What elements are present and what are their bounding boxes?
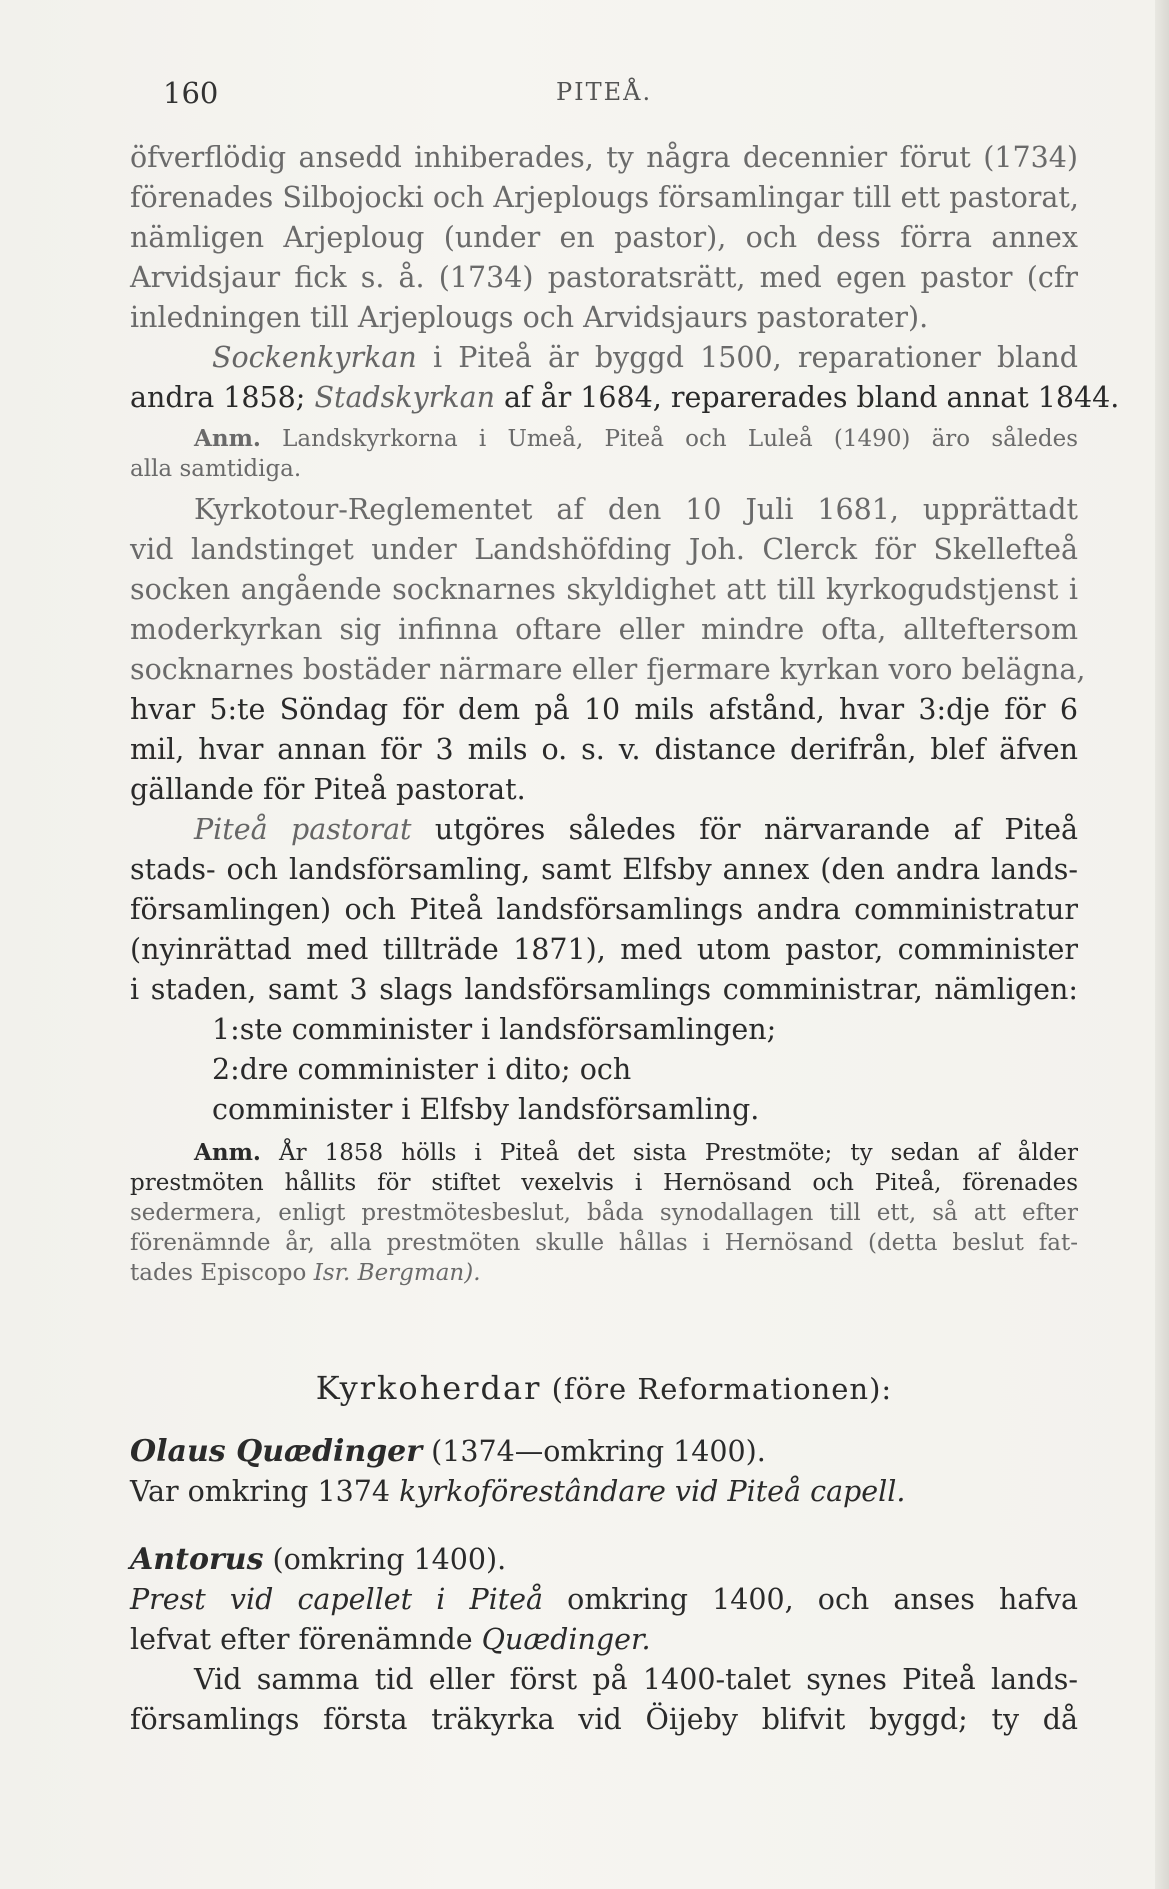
text-span: omkring 1400, och anses hafva xyxy=(543,1583,1078,1616)
note-line: alla samtidiga. xyxy=(130,456,302,482)
text-span: Var omkring 1374 xyxy=(130,1475,400,1508)
text-span: lefvat efter förenämnde xyxy=(130,1623,482,1656)
text-line: vid landstinget under Landshöfding Joh. Clerck för Skellefteå xyxy=(130,533,1078,566)
text-line: mil, hvar annan för 3 mils o. s. v. distance derifrån, blef äfven xyxy=(130,733,1078,766)
emphasis: Sockenkyrkan xyxy=(212,341,417,374)
text-line: inledningen till Arjeplougs och Arvidsjaurs pastorater). xyxy=(130,301,929,334)
entry-dates: (omkring 1400). xyxy=(263,1543,507,1576)
section-heading xyxy=(130,1369,1078,1407)
text-line: Kyrkotour-Reglementet af den 10 Juli 1681, upprättadt xyxy=(194,493,1078,526)
emphasis: Piteå pastorat xyxy=(194,813,412,846)
note-line: förenämnde år, alla prestmöten skulle hållas i Hernösand (detta beslut fat- xyxy=(130,1230,1078,1256)
text-line: Arvidsjaur fick s. å. (1734) pastoratsrätt, med egen pastor (cfr xyxy=(130,261,1078,294)
text-line: stads- och landsförsamling, samt Elfsby annex (den andra lands- xyxy=(130,853,1078,886)
text-span: i Piteå är byggd 1500, reparationer bland xyxy=(416,341,1078,374)
body-text xyxy=(130,138,1120,1288)
note-line xyxy=(130,1138,1078,1168)
text-span: andra 1858; xyxy=(130,381,315,414)
text-line xyxy=(130,1580,1078,1620)
entry-name: Olaus Quædinger xyxy=(130,1434,423,1469)
note-line xyxy=(130,424,1078,454)
text-line: i staden, samt 3 slags landsförsamlings comministrar, nämligen: xyxy=(130,973,1078,1006)
text-line xyxy=(130,378,1120,418)
text-line: Vid samma tid eller först på 1400-talet synes Piteå lands- xyxy=(194,1663,1078,1696)
emphasis: Isr. Bergman). xyxy=(313,1260,481,1286)
text-line: förenades Silbojocki och Arjeplougs församlingar till ett pastorat, xyxy=(130,181,1079,214)
entries xyxy=(130,1418,1078,1740)
text-line: nämligen Arjeploug (under en pastor), och dess förra annex xyxy=(130,221,1078,254)
text-span: År 1858 hölls i Piteå det sista Prestmöte; ty sedan af ålder xyxy=(260,1140,1078,1166)
text-line: socken angående socknarnes skyldighet att till kyrkogudstjenst i xyxy=(130,573,1078,606)
text-line: öfverflödig ansedd inhiberades, ty några decennier förut (1734) xyxy=(130,141,1078,174)
note-line: sedermera, enligt prestmötesbeslut, båda synodallagen till ett, så att efter xyxy=(130,1200,1078,1226)
page-number: 160 xyxy=(163,76,219,110)
emphasis: Prest vid capellet i Piteå xyxy=(130,1583,544,1616)
text-line: gällande för Piteå pastorat. xyxy=(130,773,526,806)
note-label: Anm. xyxy=(194,425,261,452)
emphasis: Quædinger. xyxy=(481,1623,651,1656)
text-span: af år 1684, reparerades bland annat 1844. xyxy=(494,381,1120,414)
text-line: moderkyrkan sig infinna oftare eller mindre ofta, allteftersom xyxy=(130,613,1078,646)
list-item: comminister i Elfsby landsförsamling. xyxy=(212,1093,760,1126)
text-line: (nyinrättad med tillträde 1871), med utom pastor, comminister xyxy=(130,933,1078,966)
text-line xyxy=(130,1620,1078,1660)
text-span: Landskyrkorna i Umeå, Piteå och Luleå (1490) äro således xyxy=(260,426,1078,452)
text-span: tades Episcopo xyxy=(130,1260,314,1286)
heading-main: Kyrkoherdar xyxy=(315,1369,542,1407)
text-line: socknarnes bostäder närmare eller fjermare kyrkan voro belägna, xyxy=(130,653,1086,686)
text-span: utgöres således för närvarande af Piteå xyxy=(411,813,1078,846)
note-line xyxy=(130,1258,1078,1288)
running-title: PITEÅ. xyxy=(556,78,653,106)
emphasis: Stadskyrkan xyxy=(314,381,495,414)
list-item: 1:ste comminister i landsförsamlingen; xyxy=(212,1013,777,1046)
emphasis: kyrkoförestândare vid Piteå capell. xyxy=(399,1475,906,1508)
text-line: församlingen) och Piteå landsförsamlings andra comministratur xyxy=(130,893,1078,926)
note-label: Anm. xyxy=(194,1139,261,1166)
entry-heading xyxy=(130,1540,1078,1580)
page-edge xyxy=(1155,0,1169,1889)
text-line xyxy=(130,338,1078,378)
text-line xyxy=(130,810,1078,850)
page-header xyxy=(0,76,1169,116)
list-item: 2:dre comminister i dito; och xyxy=(212,1053,632,1086)
text-line: församlings första träkyrka vid Öijeby blifvit byggd; ty då xyxy=(130,1703,1078,1736)
text-line: hvar 5:te Söndag för dem på 10 mils afstånd, hvar 3:dje för 6 xyxy=(130,693,1078,726)
entry-name: Antorus xyxy=(130,1542,264,1577)
entry-heading xyxy=(130,1432,1078,1472)
heading-sub: (före Reformationen): xyxy=(541,1372,893,1406)
entry-dates: (1374—omkring 1400). xyxy=(422,1435,766,1468)
note-line: prestmöten hållits för stiftet vexelvis i Hernösand och Piteå, förenades xyxy=(130,1170,1078,1196)
text-line xyxy=(130,1472,1078,1512)
